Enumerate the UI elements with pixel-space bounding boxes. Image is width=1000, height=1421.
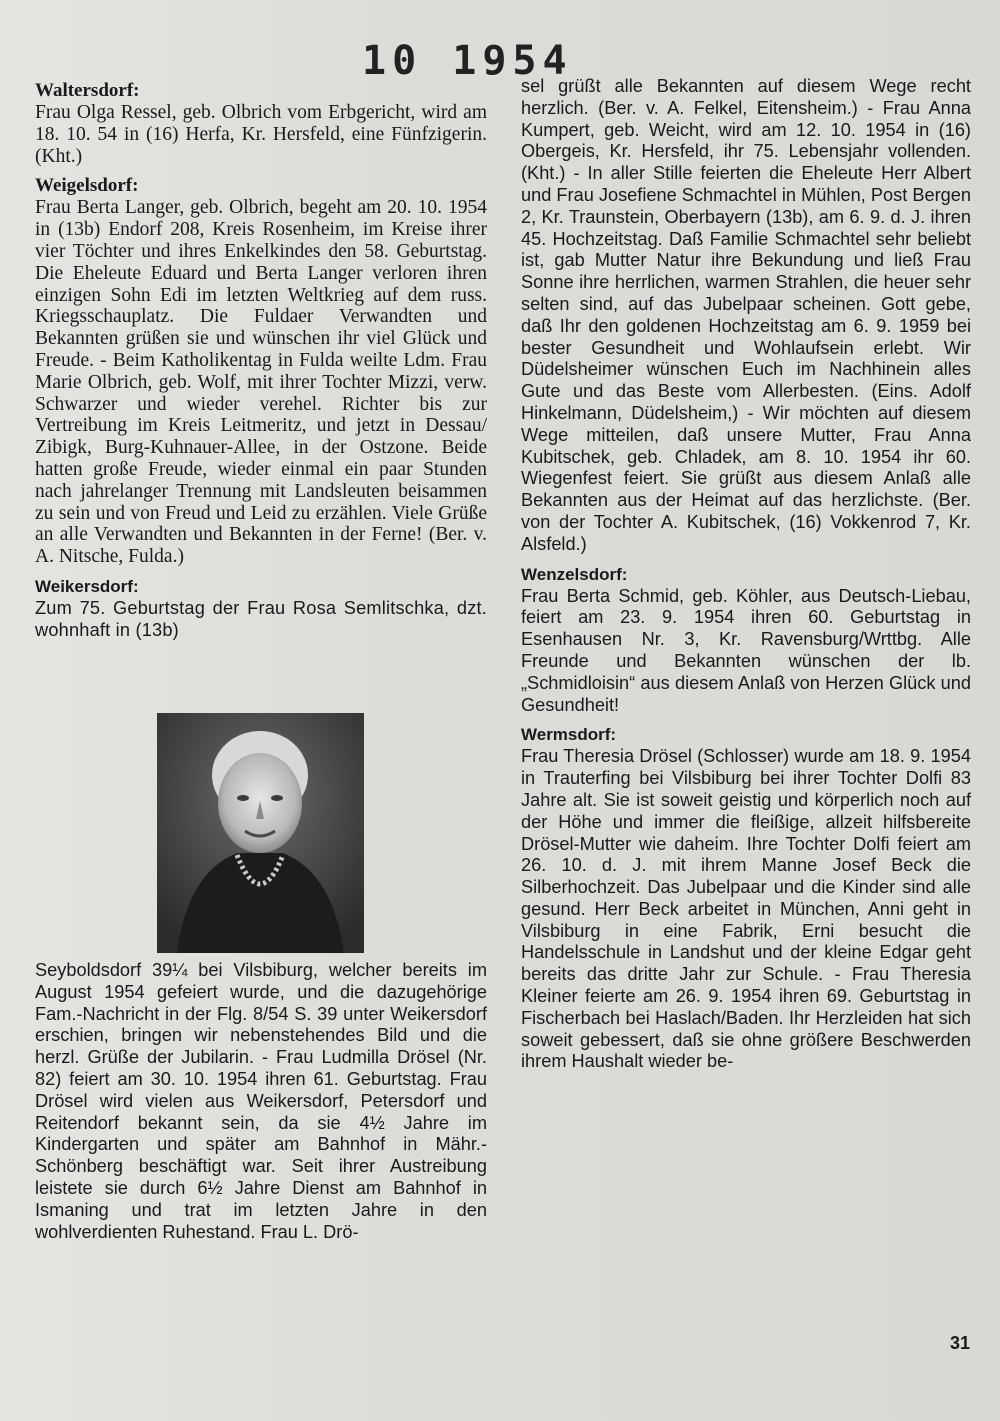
left-column: [35, 80, 487, 642]
section-heading-wermsdorf: Wermsdorf:: [521, 725, 617, 745]
right-column-continued-text: sel grüßt alle Bekannten auf diesem Wege recht herzlich. (Ber. v. A. Felkel, Eitensheim.) - Frau Anna Kumpert, geb. Weicht, wird am 12. 10. 1954 in (16) Obergeis, Kr. Hersfeld, ihr 75. Lebensjahr vollenden. (Kht.) - In aller Stille feierten die Eheleute Herr Albert und Frau Josefiene Schmachtel in Mühlen, Post Bergen 2, Kr. Traunstein, Oberbayern (13b), am 6. 9. d. J. ihren 45. Hochzeitstag. Daß Familie Schmachtel sehr beliebt ist, gab Mutter Natur ihre Bekundung und ließ Frau Sonne ihre herrlichen, warmen Strahlen, die heuer sehr selten sind, auf das Jubelpaar scheinen. Gott gebe, daß Ihr den goldenen Hochzeitstag am 6. 9. 1959 bei bester Gesundheit und Wohlaufsein erlebt. Wir Düdelsheimer wünschen Euch im Nachhinein alles Gute und das Beste vom Allerbesten. (Eins. Adolf Hinkelmann, Düdelsheim,) - Wir möchten auf diesem Wege mitteilen, daß unsere Mutter, Frau Anna Kubitschek, geb. Chladek, am 8. 10. 1954 ihr 60. Wiegenfest feiert. Sie grüßt aus diesem Anlaß alle Bekannten aus der Heimat auf das herzlichste. (Ber. von der Tochter A. Kubitschek, (16) Vokkenrod 7, Kr. Alsfeld.): [521, 76, 971, 554]
section-text-weikersdorf: Zum 75. Geburtstag der Frau Rosa Semlitschka, dzt. wohnhaft in (13b): [35, 597, 487, 640]
section-heading-waltersdorf: Waltersdorf:: [35, 80, 140, 101]
right-column: [521, 76, 971, 1073]
portrait-photo: [157, 713, 364, 953]
section-heading-weigelsdorf: Weigelsdorf:: [35, 175, 139, 197]
section-text-waltersdorf: Frau Olga Ressel, geb. Olbrich vom Erbgericht, wird am 18. 10. 54 in (16) Herfa, Kr. Hersfeld, eine Fünfzigerin. (Kht.): [35, 102, 487, 167]
section-heading-wenzelsdorf: Wenzelsdorf:: [521, 564, 628, 584]
page-number: 31: [950, 1333, 971, 1353]
left-column-continued: [35, 960, 487, 1243]
date-stamp: 10 1954: [362, 38, 573, 84]
section-text-wenzelsdorf: Frau Berta Schmid, geb. Köhler, aus Deutsch-Liebau, feiert am 23. 9. 1954 ihren 60. Geburtstag in Esenhausen Nr. 3, Kr. Ravensburg/Wrttbg. Alle Freunde und Bekannten wünschen der lb. „Schmidloisin“ aus diesem Anlaß von Herzen Glück und Gesundheit!: [521, 585, 971, 715]
section-text-weigelsdorf: Frau Berta Langer, geb. Olbrich, begeht am 20. 10. 1954 in (13b) Endorf 208, Kreis Rosenheim, im Kreise ihrer vier Töchter und ihres Enkelkindes den 58. Geburtstag. Die Eheleute Eduard und Berta Langer verloren ihren einzigen Sohn Edi im letzten Weltkrieg auf dem russ. Kriegsschauplatz. Die Fuldaer Verwandten und Bekannten grüßen sie und wünschen ihr viel Glück und Freude. - Beim Katholikentag in Fulda weilte Ldm. Frau Marie Olbrich, geb. Wolf, mit ihrer Tochter Mizzi, verw. Schwarzer und wieder verehel. Richter bis zur Vertreibung im Kreis Leitmeritz, und jetzt in Dessau/ Zibigk, Burg-Kuhnauer-Allee, in der Ostzone. Beide hatten große Freude, wieder einmal ein paar Stunden nach jahrelanger Trennung mit Landsleuten beisammen zu sein und von Freud und Leid zu erzählen. Viele Grüße an alle Verwandten und Bekannten in der Ferne! (Ber. v. A. Nitsche, Fulda.): [35, 197, 487, 568]
section-heading-weikersdorf: Weikersdorf:: [35, 576, 139, 596]
section-text-weikersdorf-continued: Seyboldsdorf 39¼ bei Vilsbiburg, welcher bereits im August 1954 gefeiert wurde, und die dazugehörige Fam.-Nachricht in der Flg. 8/54 S. 39 unter Weikersdorf erschien, bringen wir nebenstehendes Bild und die herzl. Grüße der Jubilarin. - Frau Ludmilla Drösel (Nr. 82) feiert am 30. 10. 1954 ihren 61. Geburtstag. Frau Drösel wird vielen aus Weikersdorf, Petersdorf und Reitendorf bekannt sein, da sie 4½ Jahre im Kindergarten und später am Bahnhof in Mähr.-Schönberg beschäftigt war. Seit ihrer Austreibung leistete sie durch 6½ Jahre Dienst am Bahnhof in Ismaning und trat im letzten Jahre in den wohlverdienten Ruhestand. Frau L. Drö-: [35, 960, 487, 1242]
section-text-wermsdorf: Frau Theresia Drösel (Schlosser) wurde am 18. 9. 1954 in Trauterfing bei Vilsbiburg bei ihrer Tochter Dolfi 83 Jahre alt. Sie ist soweit geistig und körperlich noch auf der Höhe und immer die fleißige, allzeit hilfsbereite Drösel-Mutter wie daheim. Ihre Tochter Dolfi feiert am 26. 10. d. J. mit ihrem Manne Josef Beck die Silberhochzeit. Das Jubelpaar und die Kinder sind alle gesund. Herr Beck arbeitet in München, Anni geht in Vilsbiburg in eine Fabrik, Erni besucht die Handelsschule in Landshut und der kleine Edgar geht bereits das dritte Jahr zur Schule. - Frau Theresia Kleiner feierte am 26. 9. 1954 ihren 69. Geburtstag in Fischerbach bei Haslach/Baden. Ihr Herzleiden hat sich soweit gebessert, daß sie ohne größere Beschwerden ihrem Haushalt wieder be-: [521, 746, 971, 1072]
portrait-image: [157, 713, 364, 953]
